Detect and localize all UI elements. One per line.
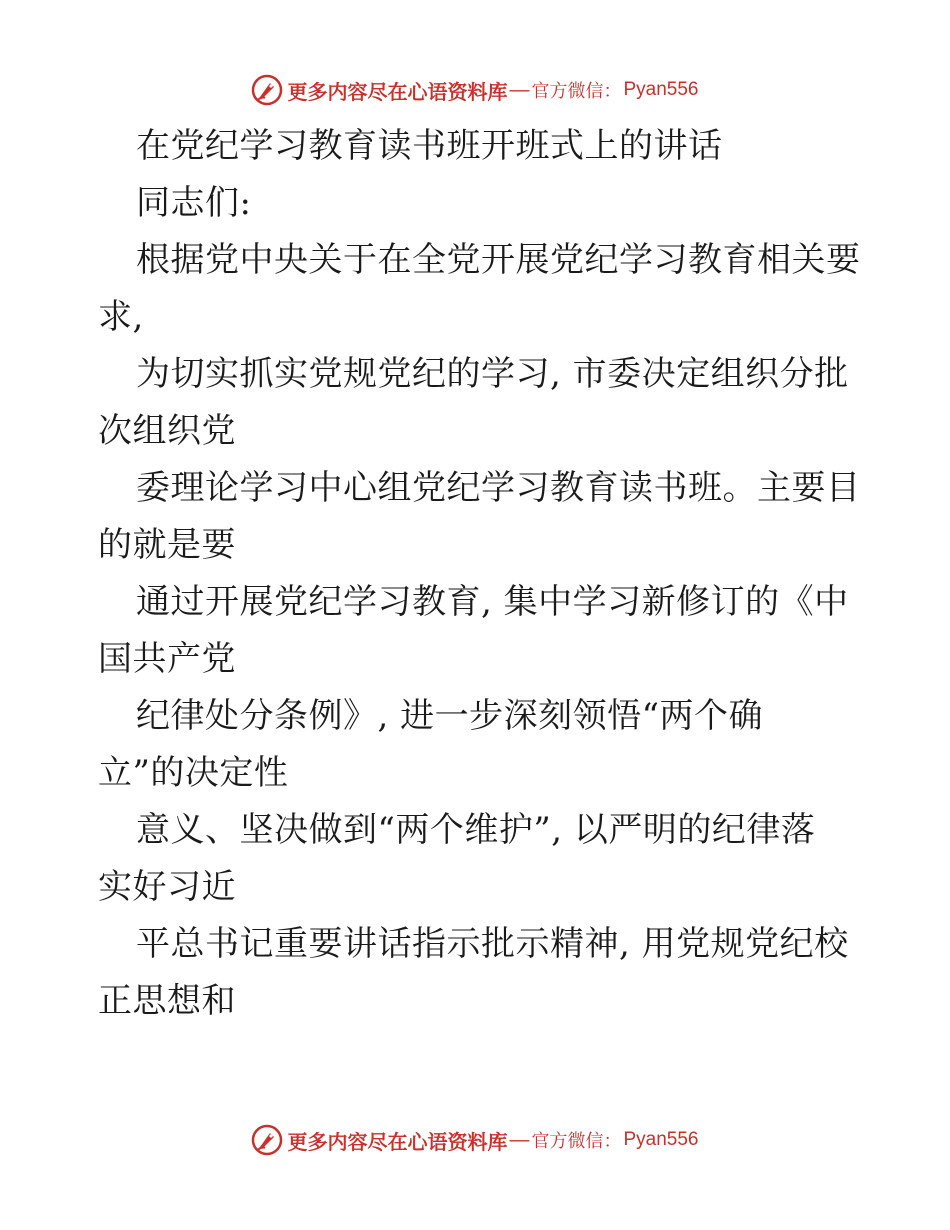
paragraph-line: 为切实抓实党规党纪的学习, 市委决定组织分批 xyxy=(136,354,849,394)
paragraph-line: 通过开展党纪学习教育, 集中学习新修订的《中 xyxy=(136,582,849,622)
paragraph-line: 求, xyxy=(98,297,144,337)
header-banner xyxy=(0,70,950,110)
wechat-label: 官方微信： xyxy=(531,81,622,102)
wechat-id: Pyan556 xyxy=(623,1129,699,1150)
document-title: 在党纪学习教育读书班开班式上的讲话 xyxy=(136,126,723,166)
paragraph-line: 委理论学习中心组党纪学习教育读书班。主要目 xyxy=(136,468,861,508)
paragraph-line: 次组织党 xyxy=(98,411,236,451)
wechat-label: 官方微信： xyxy=(531,1131,622,1152)
paragraph-line: 国共产党 xyxy=(98,639,236,679)
promo-text: 更多内容尽在心语资料库 xyxy=(287,1129,508,1154)
pen-nib-icon xyxy=(251,1124,283,1156)
paragraph-line: 平总书记重要讲话指示批示精神, 用党规党纪校 xyxy=(136,924,849,964)
salutation: 同志们: xyxy=(136,183,252,223)
promo-text: 更多内容尽在心语资料库 xyxy=(287,79,508,104)
document-body xyxy=(98,118,861,1030)
banner-dash: — xyxy=(509,78,530,101)
banner-dash: — xyxy=(509,1128,530,1151)
wechat-id: Pyan556 xyxy=(623,79,699,100)
paragraph-line: 立”的决定性 xyxy=(98,753,289,793)
footer-banner xyxy=(0,1120,950,1160)
paragraph-line: 根据党中央关于在全党开展党纪学习教育相关要 xyxy=(136,240,861,280)
paragraph-line: 意义、坚决做到“两个维护”, 以严明的纪律落 xyxy=(136,810,816,850)
paragraph-line: 实好习近 xyxy=(98,867,236,907)
paragraph-line: 的就是要 xyxy=(98,525,236,565)
paragraph-line: 纪律处分条例》, 进一步深刻领悟“两个确 xyxy=(136,696,763,736)
pen-nib-icon xyxy=(251,74,283,106)
paragraph-line: 正思想和 xyxy=(98,981,236,1021)
